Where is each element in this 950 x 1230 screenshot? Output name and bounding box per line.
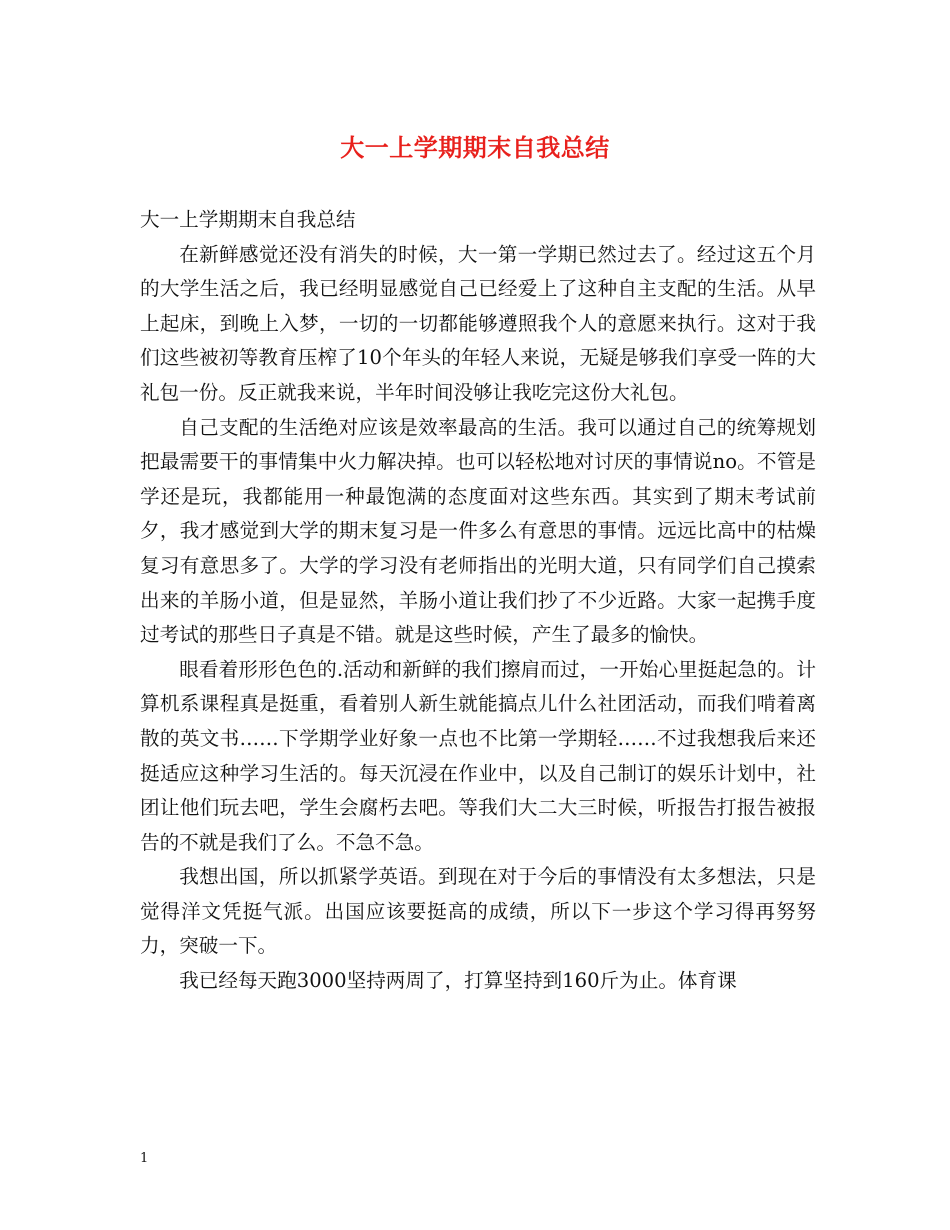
paragraph-5: 我已经每天跑3000坚持两周了，打算坚持到160斤为止。体育课	[179, 969, 737, 993]
document-title: 大一上学期期末自我总结	[340, 134, 610, 162]
page-number: 1	[140, 1151, 149, 1166]
paragraph-3: 眼看着形形色色的.活动和新鲜的我们擦肩而过，一开始心里挺起急的。计算机系课程真是挺重，看着别人新生就能搞点儿什么社团活动，而我们啃着离散的英文书……下学期学业好象一点也不比第一学期轻……不过我想我后来还挺适应这种学习生活的。每天沉浸在作业中，以及自己制订的娱乐计划中，社团让他们玩去吧，学生会腐朽去吧。等我们大二大三时候，听报告打报告被报告的不就是我们了么。不急不急。	[140, 657, 816, 854]
paragraph-1: 在新鲜感觉还没有消失的时候，大一第一学期已然过去了。经过这五个月的大学生活之后，我已经明显感觉自己已经爱上了这种自主支配的生活。从早上起床，到晚上入梦，一切的一切都能够遵照我个人的意愿来执行。这对于我们这些被初等教育压榨了10个年头的年轻人来说，无疑是够我们享受一阵的大礼包一份。反正就我来说，半年时间没够让我吃完这份大礼包。	[140, 242, 816, 404]
document-body	[140, 203, 816, 999]
paragraph-2: 自己支配的生活绝对应该是效率最高的生活。我可以通过自己的统筹规划把最需要干的事情集中火力解决掉。也可以轻松地对讨厌的事情说no。不管是学还是玩，我都能用一种最饱满的态度面对这些东西。其实到了期末考试前夕，我才感觉到大学的期末复习是一件多么有意思的事情。远远比高中的枯燥复习有意思多了。大学的学习没有老师指出的光明大道，只有同学们自己摸索出来的羊肠小道，但是显然，羊肠小道让我们抄了不少近路。大家一起携手度过考试的那些日子真是不错。就是这些时候，产生了最多的愉快。	[140, 415, 816, 647]
document-subtitle: 大一上学期期末自我总结	[140, 208, 356, 231]
paragraph-4: 我想出国，所以抓紧学英语。到现在对于今后的事情没有太多想法，只是觉得洋文凭挺气派。出国应该要挺高的成绩，所以下一步这个学习得再努努力，突破一下。	[140, 865, 816, 958]
